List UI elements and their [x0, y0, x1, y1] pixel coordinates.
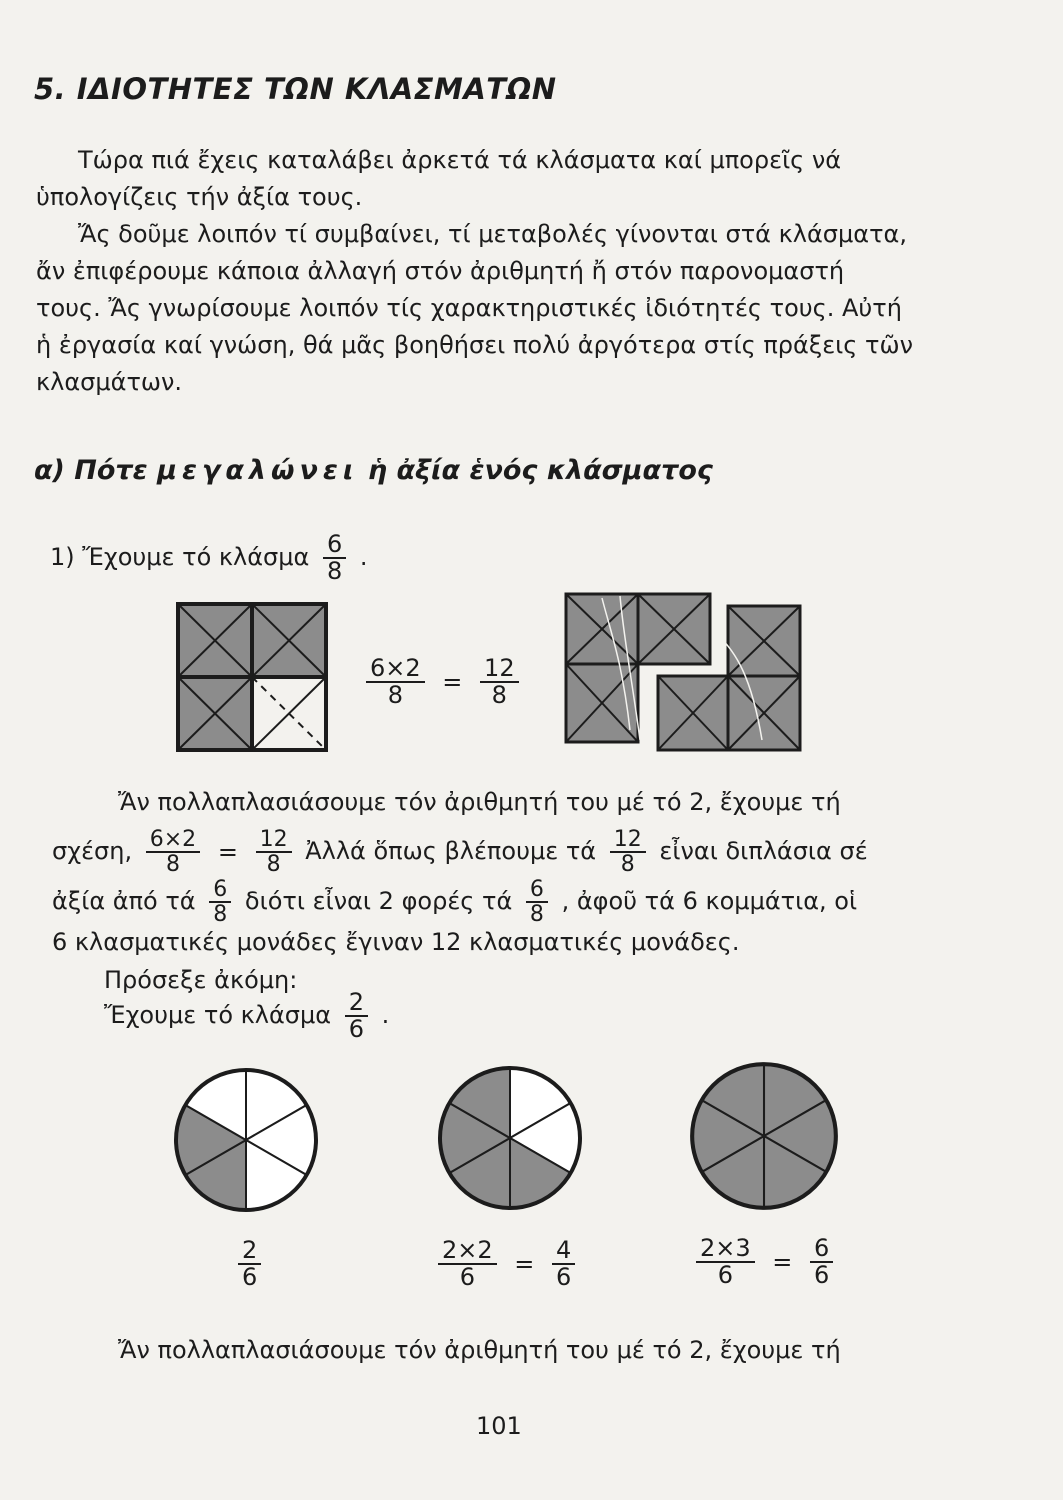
- fraction-numerator: 2: [345, 990, 368, 1017]
- line3-middle: διότι εἶναι 2 φορές τά: [244, 887, 513, 916]
- circle-fraction-2: [438, 1238, 497, 1290]
- fraction-denominator: 8: [213, 902, 228, 928]
- circle-fraction-3: [696, 1236, 755, 1288]
- explanation1-line4: 6 κλασματικές μονάδες ἔγιναν 12 κλασματικές μονάδες.: [52, 928, 740, 956]
- explanation1-line2: [52, 828, 868, 876]
- fraction-denominator: 6: [717, 1261, 733, 1290]
- fraction-denominator: 8: [529, 902, 544, 928]
- circle-fraction-3-result: [810, 1236, 833, 1288]
- square-six-eighths-figure: [176, 602, 328, 752]
- fraction-denominator: 6: [459, 1263, 475, 1292]
- fraction-denominator: 6: [242, 1263, 258, 1292]
- subsection-heading: [34, 455, 713, 486]
- circle-fraction-2-result: [552, 1238, 575, 1290]
- line2-fraction-2: [256, 828, 292, 876]
- fraction-numerator: 6×2: [146, 828, 200, 853]
- fraction-denominator: 8: [327, 557, 343, 586]
- fraction-numerator: 2×2: [438, 1238, 497, 1265]
- example2-period: .: [381, 1001, 390, 1030]
- example1-period: .: [359, 543, 368, 572]
- circle-label-3: [690, 1236, 839, 1288]
- fraction-numerator: 2×3: [696, 1236, 755, 1263]
- intro-paragraph-1: Τώρα πιά ἔχεις καταλάβει ἀρκετά τά κλάσματα καί μπορεῖς νά ὑπολογίζεις τήν ἀξία τους.: [36, 146, 842, 211]
- line3-fraction-1: [209, 878, 231, 926]
- calc-right-denominator: 8: [491, 681, 507, 710]
- calc-left-numerator: 6×2: [366, 656, 425, 683]
- fraction-numerator: 12: [256, 828, 292, 853]
- fraction-numerator: 4: [552, 1238, 575, 1265]
- fraction-denominator: 6: [556, 1263, 572, 1292]
- line3-start: ἀξία ἀπό τά: [52, 887, 196, 916]
- page-number: 101: [476, 1412, 522, 1440]
- last-line: Ἄν πολλαπλασιάσουμε τόν ἀριθμητή του μέ τό 2, ἔχουμε τή: [118, 1336, 841, 1364]
- calc-right-fraction: [480, 656, 519, 708]
- example1-label: 1) Ἔχουμε τό κλάσμα: [50, 543, 310, 572]
- circle-four-sixths: [434, 1062, 586, 1214]
- fraction-denominator: 6: [814, 1261, 830, 1290]
- circle-two-sixths: [170, 1064, 322, 1216]
- explanation1-line1: Ἄν πολλαπλασιάσουμε τόν ἀριθμητή του μέ τό 2, ἔχουμε τή: [118, 788, 841, 816]
- circle-label-2: [432, 1238, 581, 1290]
- subheading-spaced-word: μεγαλώνει: [157, 455, 359, 486]
- line2-fraction-1: [146, 828, 200, 876]
- fraction-numerator: 6: [526, 878, 548, 903]
- rearranged-twelve-eighths-figure: [562, 590, 806, 756]
- fraction-numerator: 12: [610, 828, 646, 853]
- circle-label-1: [232, 1238, 267, 1290]
- line2-equals: =: [217, 838, 238, 867]
- subheading-prefix: α) Πότε: [34, 455, 148, 486]
- circle-six-sixths: [686, 1058, 842, 1214]
- circle-label-2-equals: =: [514, 1250, 535, 1279]
- example2-line: [104, 990, 389, 1042]
- example2-attention: Πρόσεξε ἀκόμη:: [104, 966, 298, 994]
- fraction-denominator: 8: [165, 852, 180, 878]
- calc-left-fraction: [366, 656, 425, 708]
- line2-end: εἶναι διπλάσια σέ: [659, 837, 868, 866]
- intro-paragraph-2: Ἄς δοῦμε λοιπόν τί συμβαίνει, τί μεταβολές γίνονται στά κλάσματα, ἄν ἐπιφέρουμε κάποια ἀλλαγή στόν ἀριθμητή ἤ στόν παρονομαστή τους. Ἄς γνωρίσουμε λοιπόν τίς χαρακτηριστικές ἰδιότητές τους. Αὐτή ἡ ἐργασία καί γνώση, θά μᾶς βοηθήσει πολύ ἀργότερα στίς πράξεις τῶν κλασμάτων.: [36, 220, 913, 396]
- fraction-numerator: 6: [810, 1236, 833, 1263]
- line2-middle: Ἀλλά ὅπως βλέπουμε τά: [305, 837, 597, 866]
- circle-fraction-1: [238, 1238, 261, 1290]
- example1-fraction: [323, 532, 346, 584]
- example1-line: [50, 532, 368, 584]
- line3-end: , ἀφοῦ τά 6 κομμάτια, οἱ: [561, 887, 858, 916]
- calc-left-denominator: 8: [387, 681, 403, 710]
- explanation1-line3: [52, 878, 857, 926]
- fraction-denominator: 6: [348, 1015, 365, 1044]
- subheading-suffix: ἡ ἀξία ἑνός κλάσματος: [367, 455, 713, 486]
- fraction-numerator: 6: [323, 532, 346, 559]
- calc-equals: =: [442, 668, 463, 697]
- line2-start: σχέση,: [52, 837, 133, 866]
- fraction-denominator: 8: [620, 852, 635, 878]
- example1-calculation: [360, 656, 525, 708]
- fraction-numerator: 6: [209, 878, 231, 903]
- calc-right-numerator: 12: [480, 656, 519, 683]
- fraction-denominator: 8: [266, 852, 281, 878]
- line2-fraction-3: [610, 828, 646, 876]
- example2-fraction: [345, 990, 368, 1042]
- fraction-numerator: 2: [238, 1238, 261, 1265]
- section-heading: 5. ΙΔΙΟΤΗΤΕΣ ΤΩΝ ΚΛΑΣΜΑΤΩΝ: [34, 72, 557, 106]
- line3-fraction-2: [526, 878, 548, 926]
- intro-text: [36, 142, 916, 401]
- example2-label: Ἔχουμε τό κλάσμα: [104, 1001, 332, 1030]
- circle-label-3-equals: =: [772, 1248, 793, 1277]
